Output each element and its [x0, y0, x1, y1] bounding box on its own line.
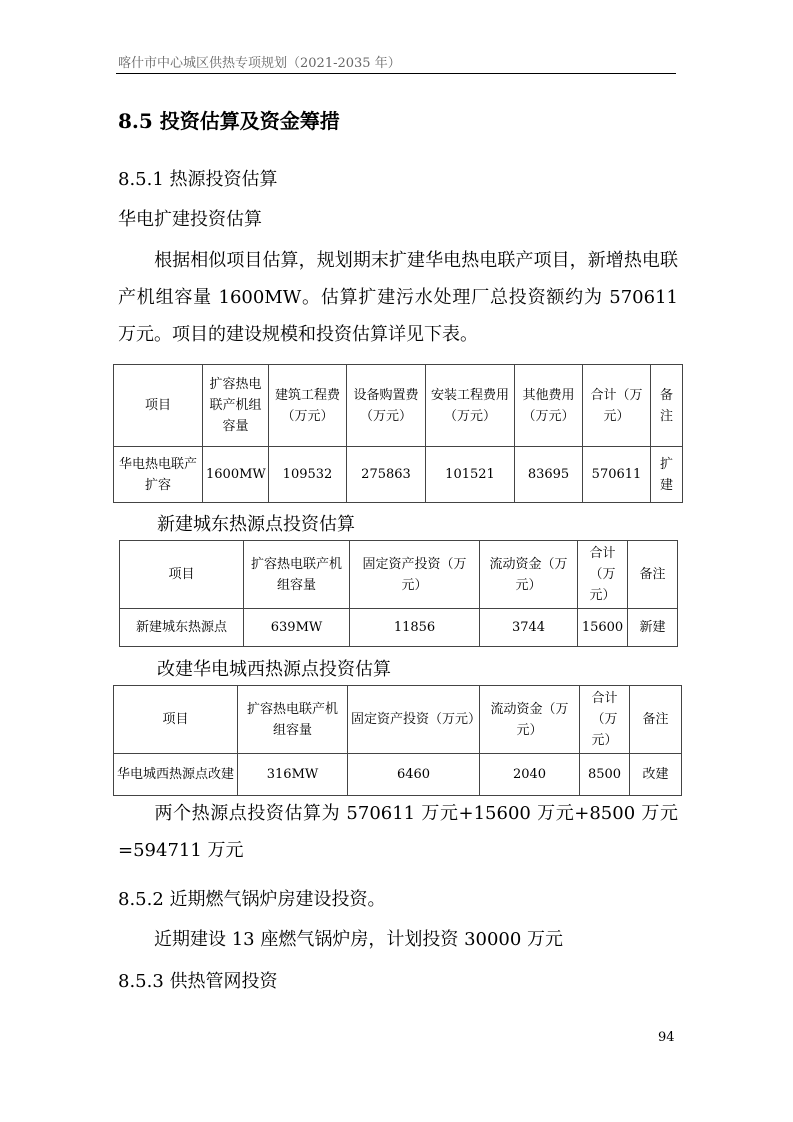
table-cell: 3744 [480, 609, 578, 647]
table-header-cell: 合计（万元） [580, 686, 630, 754]
table-header-cell: 建筑工程费（万元） [269, 365, 347, 447]
subsection-title-pipe-network: 8.5.3 供热管网投资 [118, 971, 278, 992]
subsection-title-boiler: 8.5.2 近期燃气锅炉房建设投资。 [118, 889, 386, 910]
table-header-cell: 流动资金（万元） [480, 541, 578, 609]
huadian-title: 华电扩建投资估算 [118, 209, 262, 230]
table-cell: 275863 [347, 447, 426, 503]
table-cell: 639MW [244, 609, 350, 647]
table-cell: 109532 [269, 447, 347, 503]
table-header-cell: 备注 [628, 541, 678, 609]
table-cell: 570611 [583, 447, 651, 503]
subsection-title-heat-source: 8.5.1 热源投资估算 [118, 169, 278, 190]
table-cell: 15600 [578, 609, 628, 647]
table-header-cell: 项目 [114, 686, 238, 754]
table-header-cell: 固定资产投资（万元） [350, 541, 480, 609]
table-cell: 8500 [580, 754, 630, 796]
table-header-cell: 扩容热电联产机组容量 [203, 365, 269, 447]
table-header-cell: 扩容热电联产机组容量 [238, 686, 348, 754]
boiler-paragraph [118, 921, 678, 958]
table-header-cell: 备注 [630, 686, 682, 754]
boiler-paragraph-text: 近期建设 13 座燃气锅炉房，计划投资 30000 万元 [154, 929, 564, 950]
chengxi-title: 改建华电城西热源点投资估算 [157, 659, 391, 680]
huadian-paragraph-text: 根据相似项目估算，规划期末扩建华电热电联产项目，新增热电联产机组容量 1600MW。估算扩建污水处理厂总投资额约为 570611 万元。项目的建设规模和投资估算详见下表。 [118, 250, 678, 345]
table-header-row [120, 541, 678, 609]
table-cell: 316MW [238, 754, 348, 796]
summary-paragraph [118, 795, 678, 869]
table-row [120, 609, 678, 647]
table-cell: 扩建 [651, 447, 683, 503]
table-header-cell: 备注 [651, 365, 683, 447]
table-cell: 华电热电联产扩容 [114, 447, 203, 503]
table-cell: 11856 [350, 609, 480, 647]
section-title: 8.5 投资估算及资金筹措 [118, 109, 340, 133]
table-header-row [114, 686, 682, 754]
table-header-cell: 合计（万元） [583, 365, 651, 447]
table-cell: 改建 [630, 754, 682, 796]
huadian-paragraph [118, 242, 678, 353]
table-cell: 83695 [515, 447, 583, 503]
running-header: 喀什市中心城区供热专项规划（2021-2035 年） [118, 56, 401, 71]
table-cell: 6460 [348, 754, 480, 796]
table-cell: 新建城东热源点 [120, 609, 244, 647]
table-chengxi [113, 685, 682, 796]
chengdong-title: 新建城东热源点投资估算 [157, 514, 355, 535]
table-cell: 2040 [480, 754, 580, 796]
table-cell: 新建 [628, 609, 678, 647]
table-header-cell: 扩容热电联产机组容量 [244, 541, 350, 609]
table-header-cell: 项目 [120, 541, 244, 609]
table-header-cell: 安装工程费用（万元） [426, 365, 515, 447]
table-header-cell: 固定资产投资（万元） [348, 686, 480, 754]
table-cell: 101521 [426, 447, 515, 503]
table-header-cell: 流动资金（万元） [480, 686, 580, 754]
header-rule [116, 73, 676, 74]
table-header-cell: 其他费用（万元） [515, 365, 583, 447]
page-number: 94 [658, 1030, 675, 1045]
summary-paragraph-text: 两个热源点投资估算为 570611 万元+15600 万元+8500 万元=594711 万元 [118, 803, 678, 861]
table-cell: 华电城西热源点改建 [114, 754, 238, 796]
table-chengdong [119, 540, 678, 647]
table-header-cell: 合计（万元） [578, 541, 628, 609]
table-huadian-expansion [113, 364, 683, 503]
table-header-cell: 项目 [114, 365, 203, 447]
table-row [114, 447, 683, 503]
table-row [114, 754, 682, 796]
table-header-row [114, 365, 683, 447]
table-cell: 1600MW [203, 447, 269, 503]
table-header-cell: 设备购置费（万元） [347, 365, 426, 447]
